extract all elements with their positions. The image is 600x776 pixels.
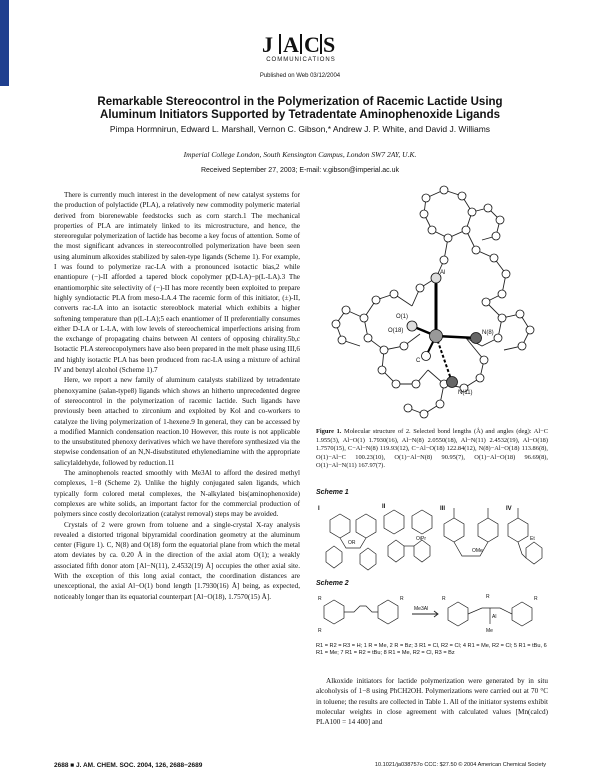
scheme-2-caption: R1 = R2 = R3 = H; 1 R = Me, 2 R = Bz; 3 R1 = Cl, R2 = Cl; 4 R1 = Me, R2 = Cl; 5 R1 = tBu, 6 R1 = Me; 7 R1 = R2 = tBu; 8 R1 = Me, R2 = Cl, R3 = Bz xyxy=(316,643,547,656)
group-label: Et xyxy=(530,536,535,542)
benzene-ring xyxy=(412,510,432,534)
article-title: Remarkable Stereocontrol in the Polymerization of Racemic Lactide Using Aluminum Initiators Supported by Tetradentate Aminophenoxide Ligands xyxy=(97,96,503,121)
benzene-ring xyxy=(326,546,342,568)
logo-divider xyxy=(320,34,322,54)
benzene-ring xyxy=(414,540,430,562)
ligand-backbone xyxy=(518,542,526,558)
atom-label: C xyxy=(416,358,421,364)
logo-divider xyxy=(279,34,281,54)
substituent-label: R xyxy=(400,596,404,602)
substituent-label: R xyxy=(318,628,322,634)
ligand-backbone xyxy=(344,606,378,612)
substituent-label: R xyxy=(442,596,446,602)
figure-1-molecular-structure xyxy=(316,178,548,424)
figure-caption-text: Molecular structure of 2. Selected bond lengths (Å) and angles (deg): Al−C 1.955(3), Al−O(1) 1.7930(16), Al−N(8) 2.0550(18), Al−N(11) 2.4532(19), Al−O(18) 1.7570(15), C−Al−N(8) 119.93(12), C−Al−O(18) 122.84(12), N(8)−Al−O(18) 113.86(8), O(1)−Al−C 100.23(10), O(1)−Al−N(8) 90.95(7), O(1)−Al−O(18) 96.69(8), O(1)−Al−N(11) 167.97(7). xyxy=(316,428,548,470)
benzene-ring xyxy=(508,518,528,542)
logo-letter: C xyxy=(304,32,320,57)
group-label: OMe xyxy=(472,548,483,554)
atom-label: N(11) xyxy=(458,390,473,396)
methyl-label: Me xyxy=(486,628,493,634)
body-right-column xyxy=(316,676,548,727)
substituent-label: R xyxy=(534,596,538,602)
logo-subtitle: COMMUNICATIONS xyxy=(266,57,336,63)
benzene-ring xyxy=(478,518,498,542)
received-line: Received September 27, 2003; E-mail: v.gibson@imperial.ac.uk xyxy=(200,167,400,174)
atom-label: O(1) xyxy=(396,314,408,320)
group-label: OR xyxy=(348,540,356,546)
page-footer-citation: 2688 ■ J. AM. CHEM. SOC. 2004, 126, 2688−2689 xyxy=(54,762,203,769)
group-label: OiPr xyxy=(416,536,426,542)
body-paragraph: There is currently much interest in the development of new catalyst systems for the production of polylactide (PLA), a relatively new commodity polymeric material derived from biorenewable feedstocks such as corn starch.1 The mechanical properties of PLA are intimately linked to its microstructure, and hence, the stereoregular polymerization of lactide has become a key focus of attention. Some of the most significant advances in stereocontrolled polymerization have been seen using aluminum alkoxides stabilized by salen-type ligands (Scheme 1). For example, I was found to polymerize rac-LA with a pronounced isotactic bias,2 while enantiopure (−)-II afforded a tapered block copolymer p(D-LA)−p(L-LA).3 The enantiomorphic site selectivity of (−)-II has more recently been exploited to prepare highly syndiotactic PLA from meso-LA.4 The racemic form of this initiator, (±)-II, converts rac-LA into an isotactic stereoblock material which exhibits a higher softening temperature than p(L-LA);5 each enantiomer of II preferentially consumes either D-LA or L-LA, with low levels of stereochemical imperfections arising from the exchange of propagating chains between Al centers of opposing chirality.5b,c Isotactic PLA stereocopolymers have also been prepared in the melt phase using III,6 and highly isotactic PLA has been produced from rac-LA using a mixture of achiral IV and benzyl alcohol (Scheme 1).7 xyxy=(54,191,300,375)
body-left-column xyxy=(54,190,300,602)
logo-letter: A xyxy=(283,32,299,57)
logo-letter: J xyxy=(262,32,273,57)
atom-label: N(8) xyxy=(482,330,494,336)
benzene-ring xyxy=(388,540,404,562)
page-footer-doi: 10.1021/ja038757o CCC: $27.50 © 2004 American Chemical Society xyxy=(374,762,546,768)
body-paragraph: The aminophenols reacted smoothly with Me3Al to afford the desired methyl complexes, 1−8 (Scheme 2). Unlike the highly conjugated salen ligands, which typically form colored metal complexes, the N-alkylated bis(aminophenoxide) complexes are white solids, an important factor for the commercial production of polymers since costly decolorization (catalyst removal) steps may be avoided. xyxy=(54,469,300,519)
body-paragraph: Alkoxide initiators for lactide polymerization were generated by in situ alcoholysis of 1−8 using PhCH2OH. Polymerizations were carried out at 70 °C in toluene; the results are collected in Table 1. All of the initiator systems exhibit molecular weights in close agreement with calculated values [Mn(calcd) PLA100 = 14 400] and xyxy=(316,677,548,727)
compound-label: IV xyxy=(506,506,512,512)
al-label: Al xyxy=(492,614,497,620)
atom-label: Al xyxy=(440,270,446,276)
benzene-ring xyxy=(384,510,404,534)
published-date: Published on Web 03/12/2004 xyxy=(259,73,341,79)
benzene-ring xyxy=(360,548,376,570)
affiliation: Imperial College London, South Kensington Campus, London SW7 2AY, U.K. xyxy=(183,150,417,159)
scheme-1-structures xyxy=(316,500,548,574)
benzene-ring xyxy=(526,542,542,564)
compound-label: I xyxy=(318,506,320,512)
compound-label: II xyxy=(382,504,386,510)
atom-label: O(18) xyxy=(388,328,404,334)
jacs-logo xyxy=(262,32,338,56)
scheme-1-label: Scheme 1 xyxy=(316,489,349,496)
reagent-label: Me3Al xyxy=(414,606,429,612)
benzene-ring xyxy=(444,518,464,542)
benzene-ring xyxy=(356,514,376,538)
molecule-atoms xyxy=(332,186,534,418)
substituent-label: R xyxy=(318,596,322,602)
body-paragraph: Here, we report a new family of aluminum catalysts stabilized by tetradentate phenoxyamine (salan-type8) ligands which shows an hitherto unprecedented degree of stereocontrol in the polymerization of racemic lactide. Such ligands have previously been attached to zirconium and exploited by Kol and co-workers to catalyze the living polymerization of 1-hexene.9 In general, they can be accessed by a modified Mannich condensation reaction.10 However, this route is not applicable to the unsubstituted phenoxy derivatives which we have therefore synthesized via the stepwise condensation of an N,N-disubstituted ethylenediamine with the appropriate salicylaldehyde, followed by reduction.11 xyxy=(54,376,300,467)
benzene-ring xyxy=(324,600,344,624)
benzene-ring xyxy=(330,514,350,538)
logo-divider xyxy=(300,34,302,54)
compound-label: III xyxy=(440,506,446,512)
author-list: Pimpa Hormnirun, Edward L. Marshall, Vernon C. Gibson,* Andrew J. P. White, and David J. Williams xyxy=(109,124,491,134)
benzene-ring xyxy=(512,602,532,626)
benzene-ring xyxy=(378,600,398,624)
figure-1-caption xyxy=(316,428,548,471)
figure-label: Figure 1. xyxy=(316,428,342,435)
substituent-label: R xyxy=(486,594,490,600)
ligand-backbone xyxy=(454,542,488,556)
al-n11-long-contact xyxy=(436,336,452,382)
scheme-2-label: Scheme 2 xyxy=(316,580,349,587)
logo-letter: S xyxy=(323,32,336,57)
scheme-2-synthesis xyxy=(316,588,548,642)
body-paragraph: Crystals of 2 were grown from toluene and a single-crystal X-ray analysis revealed a distorted trigonal bipyramidal coordination geometry at the aluminum center (Figure 1). C, N(8) and O(18) form the equatorial plane from which the metal atom deviates by ca. 0.20 Å in the direction of the axial atom O(1); a weakly associated fifth donor atom [Al−N(11), 2.4532(19) Å] occupies the other axial site. With the exception of this long axial contact, the coordination distances are unexceptional, the axial Al−O(1) bond length [1.7930(16) Å] being, as expected, noticeably longer than its equatorial counterpart [Al−O(18), 1.7570(15) Å]. xyxy=(54,520,300,601)
benzene-ring xyxy=(448,602,468,626)
